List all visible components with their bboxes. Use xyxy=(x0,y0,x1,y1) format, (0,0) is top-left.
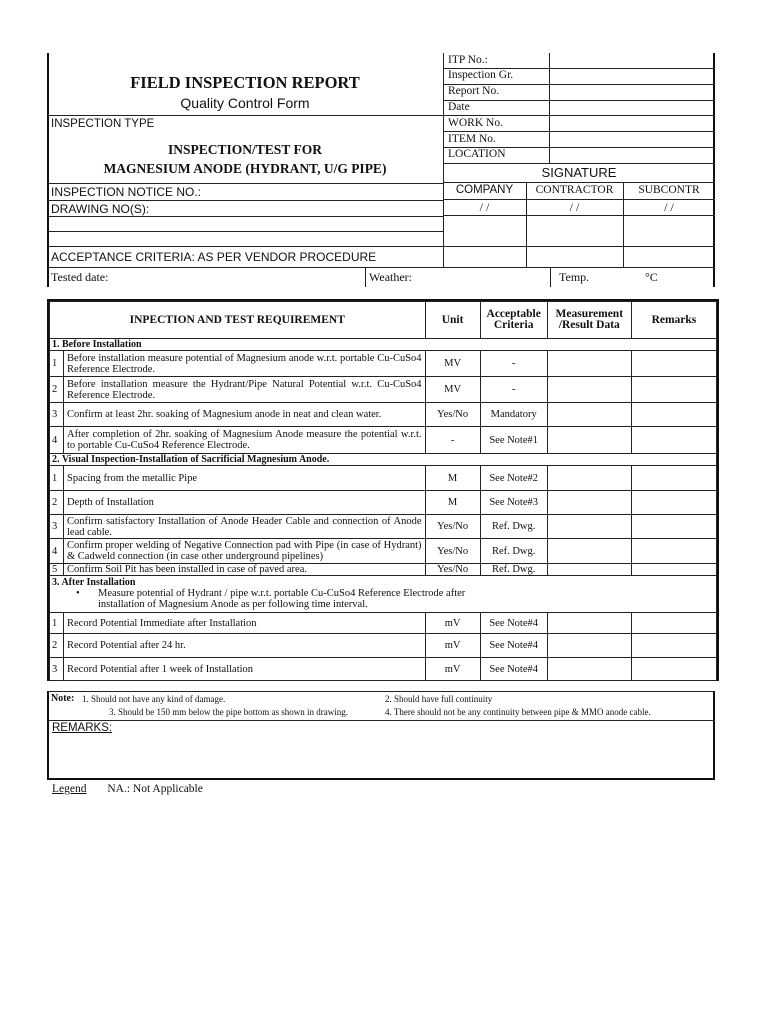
note-2: 2. Should have full continuity xyxy=(385,694,493,704)
table-row: 1 Before installation measure potential of Magnesium anode w.r.t. portable Cu-CuSo4 Reference Electrode. MV - xyxy=(50,351,717,377)
inspection-table xyxy=(47,299,719,681)
col-header-unit: Unit xyxy=(425,302,480,339)
form-subtitle: Quality Control Form xyxy=(180,95,310,111)
form-title: FIELD INSPECTION REPORT xyxy=(130,73,360,92)
measurement-cell[interactable] xyxy=(547,427,631,454)
measurement-cell[interactable] xyxy=(547,658,631,681)
legend-text: NA.: Not Applicable xyxy=(107,783,203,795)
remarks-cell[interactable] xyxy=(631,491,716,515)
bullet-icon: • xyxy=(76,588,80,599)
col-header-criteria: Acceptable Criteria xyxy=(480,302,547,339)
work-no-label: WORK No. xyxy=(448,117,503,129)
measurement-cell[interactable] xyxy=(547,634,631,658)
section-title: 2. Visual Inspection-Installation of Sacrificial Magnesium Anode. xyxy=(50,454,717,466)
remarks-cell[interactable] xyxy=(631,539,716,564)
signature-label: SIGNATURE xyxy=(541,165,617,180)
date-label: Date xyxy=(448,101,470,113)
table-row: 3 Confirm at least 2hr. soaking of Magnesium anode in neat and clean water. Yes/No Mandatory xyxy=(50,403,717,427)
company-col-label: COMPANY xyxy=(455,184,514,196)
measurement-cell[interactable] xyxy=(547,564,631,576)
contractor-col-label: CONTRACTOR xyxy=(535,184,614,196)
inspection-gr-label: Inspection Gr. xyxy=(448,69,514,81)
table-row: 2 Before installation measure the Hydrant/Pipe Natural Potential w.r.t. Cu-CuSo4 Reference Electrode. MV - xyxy=(50,377,717,403)
drawing-no-label: DRAWING NO(S): xyxy=(51,202,150,216)
measurement-cell[interactable] xyxy=(547,466,631,491)
remarks-cell[interactable] xyxy=(631,377,716,403)
note-1: 1. Should not have any kind of damage. xyxy=(82,694,226,704)
measurement-cell[interactable] xyxy=(547,515,631,539)
company-date-slashes: / / xyxy=(479,200,490,214)
table-row: 4 After completion of 2hr. soaking of Magnesium Anode measure the potential w.r.t. to portable Cu-CuSo4 Reference Electrode. - See Note#1 xyxy=(50,427,717,454)
section-title: 3. After Installation xyxy=(52,577,136,588)
tested-date-label: Tested date: xyxy=(51,270,109,284)
table-row: 1 Spacing from the metallic Pipe M See Note#2 xyxy=(50,466,717,491)
table-row: 3 Confirm satisfactory Installation of Anode Header Cable and connection of Anode lead cable. Yes/No Ref. Dwg. xyxy=(50,515,717,539)
table-row: 2 Record Potential after 24 hr. mV See Note#4 xyxy=(50,634,717,658)
remarks-cell[interactable] xyxy=(631,634,716,658)
remarks-cell[interactable] xyxy=(631,466,716,491)
subcontr-col-label: SUBCONTR xyxy=(638,184,700,196)
col-header-requirement: INPECTION AND TEST REQUIREMENT xyxy=(50,302,426,339)
remarks-cell[interactable] xyxy=(631,403,716,427)
measurement-cell[interactable] xyxy=(547,403,631,427)
measurement-cell[interactable] xyxy=(547,351,631,377)
weather-label: Weather: xyxy=(369,270,413,284)
measurement-cell[interactable] xyxy=(547,613,631,634)
remarks-box[interactable] xyxy=(47,720,715,780)
notes-section xyxy=(47,691,715,720)
remarks-label: REMARKS: xyxy=(52,722,113,734)
measurement-cell[interactable] xyxy=(547,377,631,403)
inspection-type-label: INSPECTION TYPE xyxy=(51,118,155,130)
table-row: 3 Record Potential after 1 week of Installation mV See Note#4 xyxy=(50,658,717,681)
col-header-measurement: Measurement /Result Data xyxy=(547,302,631,339)
remarks-cell[interactable] xyxy=(631,515,716,539)
section-bullet-text: Measure potential of Hydrant / pipe w.r.t. portable Cu-CuSo4 Reference Electrode after installation of Magnesium Anode as per following time interval. xyxy=(98,588,466,610)
temp-unit: °C xyxy=(645,270,658,284)
temp-label: Temp. xyxy=(559,270,590,284)
legend xyxy=(52,783,203,795)
remarks-cell[interactable] xyxy=(631,564,716,576)
acceptance-criteria-label: ACCEPTANCE CRITERIA: AS PER VENDOR PROCEDURE xyxy=(51,250,377,264)
measurement-cell[interactable] xyxy=(547,539,631,564)
remarks-cell[interactable] xyxy=(631,613,716,634)
note-4: 4. There should not be any continuity between pipe & MMO anode cable. xyxy=(385,707,651,717)
table-row: 2 Depth of Installation M See Note#3 xyxy=(50,491,717,515)
location-label: LOCATION xyxy=(448,148,506,160)
measurement-cell[interactable] xyxy=(547,491,631,515)
note-3: 3. Should be 150 mm below the pipe bottom as shown in drawing. xyxy=(109,707,348,717)
report-no-label: Report No. xyxy=(448,85,500,97)
table-row: 4 Confirm proper welding of Negative Connection pad with Pipe (in case of Hydrant) & Cadweld connection (in case other underground pipelines) Yes/No Ref. Dwg. xyxy=(50,539,717,564)
table-header-row xyxy=(50,302,717,339)
legend-label: Legend xyxy=(52,783,87,795)
itp-no-label: ITP No.: xyxy=(448,54,488,66)
note-label: Note: xyxy=(51,693,75,704)
subcontr-date-slashes: / / xyxy=(664,200,674,214)
remarks-cell[interactable] xyxy=(631,658,716,681)
inspection-title: INSPECTION/TEST FOR MAGNESIUM ANODE (HYDRANT, U/G PIPE) xyxy=(103,142,387,176)
table-row: 5 Confirm Soil Pit has been installed in case of paved area. Yes/No Ref. Dwg. xyxy=(50,564,717,576)
contractor-date-slashes: / / xyxy=(569,200,580,214)
table-row: 1 Record Potential Immediate after Installation mV See Note#4 xyxy=(50,613,717,634)
item-no-label: ITEM No. xyxy=(448,133,496,145)
header-block xyxy=(47,53,715,287)
section-3-header xyxy=(50,576,717,613)
section-title: 1. Before Installation xyxy=(50,339,717,351)
inspection-notice-label: INSPECTION NOTICE NO.: xyxy=(51,185,202,199)
remarks-cell[interactable] xyxy=(631,427,716,454)
col-header-remarks: Remarks xyxy=(631,302,716,339)
remarks-cell[interactable] xyxy=(631,351,716,377)
